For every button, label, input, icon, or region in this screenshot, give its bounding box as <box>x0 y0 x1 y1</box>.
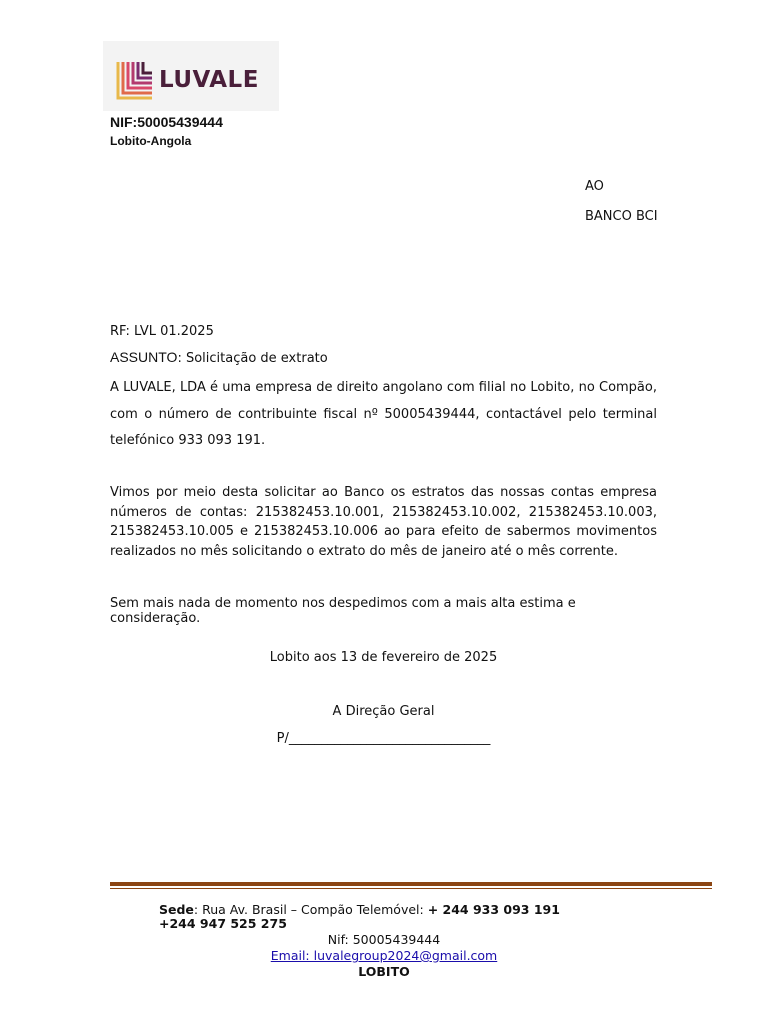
subject-label: ASSUNTO <box>110 349 178 365</box>
footer-rule-thick <box>110 882 712 886</box>
footer-email-line <box>0 948 768 963</box>
company-nif: NIF:50005439444 <box>110 114 223 130</box>
footer-phone-2: +244 947 525 275 <box>159 916 287 931</box>
footer-email-link[interactable]: Email: luvalegroup2024@gmail.com <box>270 948 498 963</box>
reference-number: RF: LVL 01.2025 <box>110 324 214 339</box>
paragraph-closing: Sem mais nada de momento nos despedimos com a mais alta estima e consideração. <box>110 596 576 626</box>
luvale-logo-icon <box>115 59 155 101</box>
paragraph-request: Vimos por meio desta solicitar ao Banco os estratos das nossas contas empresa números de contas: 215382453.10.001, 215382453.10.002, 215382453.10.003, 215382453.10.005 e 215382453.10.006 ao para efeito de sabermos movimentos realizados no mês solicitando o extrato do mês de janeiro até o mês corrente. <box>110 485 657 559</box>
footer-nif: Nif: 50005439444 <box>327 932 441 947</box>
paragraph-company-intro: A LUVALE, LDA é uma empresa de direito angolano com filial no Lobito, no Compão, com o número de contribuinte fiscal nº 50005439444, contactável pelo terminal telefónico 933 093 191. <box>110 380 657 448</box>
footer-sede-label: Sede <box>159 902 194 917</box>
subject-line <box>110 349 657 366</box>
signature-line: P/_______________________________ <box>276 731 491 746</box>
company-city: Lobito-Angola <box>110 134 192 148</box>
logo-wordmark: LUVALE <box>159 67 259 93</box>
footer-city: LOBITO <box>358 964 410 979</box>
company-logo <box>103 41 279 111</box>
recipient-line-2: BANCO BCI <box>585 209 658 224</box>
footer-phone-2-line <box>159 916 287 931</box>
signatory: A Direção Geral <box>332 704 435 719</box>
footer-address <box>159 902 679 917</box>
footer-rule-thin <box>110 888 712 889</box>
date-line: Lobito aos 13 de fevereiro de 2025 <box>269 650 498 665</box>
recipient-line-1: AO <box>585 179 604 194</box>
footer-sede-text: : Rua Av. Brasil – Compão Telemóvel: <box>193 902 428 917</box>
subject-text: : Solicitação de extrato <box>177 351 328 366</box>
footer-phone-1: + 244 933 093 191 <box>427 902 560 917</box>
